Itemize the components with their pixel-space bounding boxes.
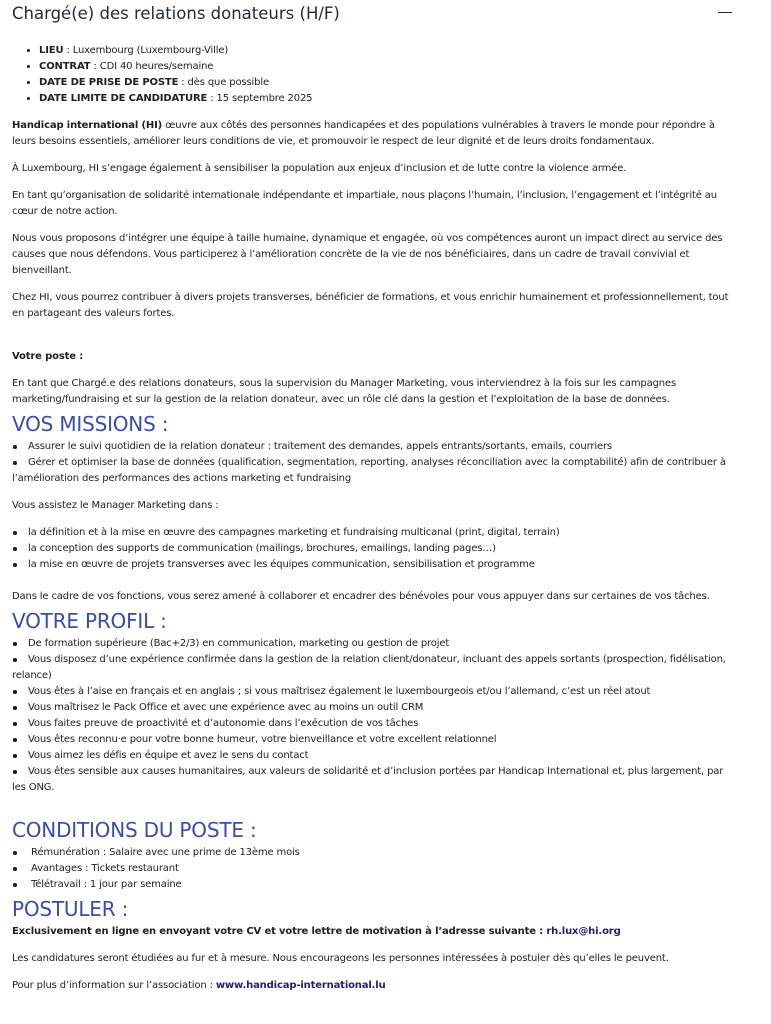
list-item: la mise en œuvre de projets transverses avec les équipes communication, sensibilisation et programme xyxy=(12,557,734,573)
info-date-prise-poste xyxy=(39,75,734,91)
info-label: DATE DE PRISE DE POSTE xyxy=(39,77,179,88)
conditions-heading: CONDITIONS DU POSTE : xyxy=(12,818,257,842)
assist-intro: Vous assistez le Manager Marketing dans : xyxy=(12,500,219,511)
website-link[interactable]: www.handicap-international.lu xyxy=(215,980,386,991)
list-item: Vous êtes sensible aux causes humanitaires, aux valeurs de solidarité et d’inclusion portées par Handicap International et, plus largement, par les ONG. xyxy=(12,764,734,796)
info-label: DATE LIMITE DE CANDIDATURE xyxy=(39,93,208,104)
info-lieu xyxy=(39,43,734,59)
poste-text: En tant que Chargé.e des relations donateurs, sous la supervision du Manager Marketing, vous interviendrez à la fois sur les campagnes marketing/fundraising et sur la gestion de la relation donateur, avec un rôle clé dans la gestion et l’exploitation de la base de données. xyxy=(12,378,677,405)
list-item: Vous êtes reconnu·e pour votre bonne humeur, votre bienveillance et votre excellent relationnel xyxy=(12,732,734,748)
job-title: Chargé(e) des relations donateurs (H/F) xyxy=(12,4,340,23)
info-label: CONTRAT xyxy=(39,61,91,72)
list-item: Assurer le suivi quotidien de la relation donateur : traitement des demandes, appels entrants/sortants, emails, courriers xyxy=(12,439,734,455)
intro-text: œuvre aux côtés des personnes handicapées et des populations vulnérables à travers le monde pour répondre à leurs besoins essentiels, améliorer leurs conditions de vie, et promouvoir le respect de leur dignité et de leurs droits fondamentaux. xyxy=(12,120,715,147)
intro-paragraph-4: Nous vous proposons d’intégrer une équipe à taille humaine, dynamique et engagée, où vos compétences auront un impact direct au service des causes que nous défendons. Vous participerez à l’amélioration concrète de la vie de nos bénéficiaires, dans un cadre de travail convivial et bienveillant. xyxy=(12,233,723,276)
list-item: Télétravail : 1 jour par semaine xyxy=(12,877,734,893)
missions-list xyxy=(12,439,734,487)
list-item: Vous faites preuve de proactivité et d’autonomie dans l’exécution de vos tâches xyxy=(12,716,734,732)
info-value: : dès que possible xyxy=(178,77,270,88)
more-info-text: Pour plus d’information sur l’association : xyxy=(12,980,216,991)
conditions-list xyxy=(12,845,734,893)
info-value: : 15 septembre 2025 xyxy=(207,93,313,104)
job-info-list xyxy=(12,43,734,107)
list-item: Avantages : Tickets restaurant xyxy=(12,861,734,877)
profil-heading: VOTRE PROFIL : xyxy=(12,609,167,633)
intro-paragraph-5: Chez HI, vous pourrez contribuer à divers projets transverses, bénéficier de formations, et vous enrichir humainement et professionnellement, tout en partageant des valeurs fortes. xyxy=(12,292,729,319)
list-item: Rémunération : Salaire avec une prime de 13ème mois xyxy=(12,845,734,861)
minus-icon[interactable] xyxy=(717,5,733,21)
info-label: LIEU xyxy=(39,45,64,56)
benevoles-text: Dans le cadre de vos fonctions, vous serez amené à collaborer et encadrer des bénévoles pour vous appuyer dans sur certaines de vos tâches. xyxy=(12,591,710,602)
apply-text: Exclusivement en ligne en envoyant votre CV et votre lettre de motivation à l’adresse suivante : xyxy=(12,926,547,937)
list-item: Vous disposez d’une expérience confirmée dans la gestion de la relation client/donateur, incluant des appels sortants (prospection, fidélisation, relance) xyxy=(12,652,734,684)
assist-list xyxy=(12,525,734,573)
list-item: la conception des supports de communication (mailings, brochures, emailings, landing pages…) xyxy=(12,541,734,557)
minus-bar xyxy=(718,12,732,13)
intro-paragraph-2: À Luxembourg, HI s’engage également à sensibiliser la population aux enjeux d’inclusion et de lutte contre la violence armée. xyxy=(12,163,627,174)
profil-list xyxy=(12,636,734,796)
info-contrat xyxy=(39,59,734,75)
org-name: Handicap international (HI) xyxy=(12,120,163,131)
list-item: Vous maîtrisez le Pack Office et avec une expérience avec au moins un outil CRM xyxy=(12,700,734,716)
missions-heading: VOS MISSIONS : xyxy=(12,412,169,436)
info-value: : Luxembourg (Luxembourg-Ville) xyxy=(63,45,229,56)
list-item: Vous êtes à l’aise en français et en anglais ; si vous maîtrisez également le luxembourgeois et/ou l’allemand, c’est un réel atout xyxy=(12,684,734,700)
list-item: la définition et à la mise en œuvre des campagnes marketing et fundraising multicanal (print, digital, terrain) xyxy=(12,525,734,541)
job-header[interactable] xyxy=(12,0,747,30)
postuler-heading: POSTULER : xyxy=(12,897,129,921)
info-value: : CDI 40 heures/semaine xyxy=(90,61,214,72)
application-note: Les candidatures seront étudiées au fur et à mesure. Nous encourageons les personnes intéressées à postuler dès qu’elles le peuvent. xyxy=(12,953,669,964)
email-link[interactable]: rh.lux@hi.org xyxy=(546,926,621,937)
job-description xyxy=(12,38,734,1005)
more-info xyxy=(12,978,734,994)
apply-instructions xyxy=(12,924,734,940)
list-item: Vous aimez les défis en équipe et avez le sens du contact xyxy=(12,748,734,764)
poste-heading-text: Votre poste : xyxy=(12,351,84,362)
intro-paragraph-3: En tant qu’organisation de solidarité internationale indépendante et impartiale, nous plaçons l’humain, l’inclusion, l’engagement et l’intégrité au cœur de notre action. xyxy=(12,190,717,217)
intro-paragraph-1 xyxy=(12,118,734,150)
list-item: De formation supérieure (Bac+2/3) en communication, marketing ou gestion de projet xyxy=(12,636,734,652)
list-item: Gérer et optimiser la base de données (qualification, segmentation, reporting, analyses réconciliation avec la comptabilité) afin de contribuer à l’amélioration des performances des actions marketing et fundraising xyxy=(12,455,734,487)
info-date-limite xyxy=(39,91,734,107)
poste-heading xyxy=(12,349,734,365)
